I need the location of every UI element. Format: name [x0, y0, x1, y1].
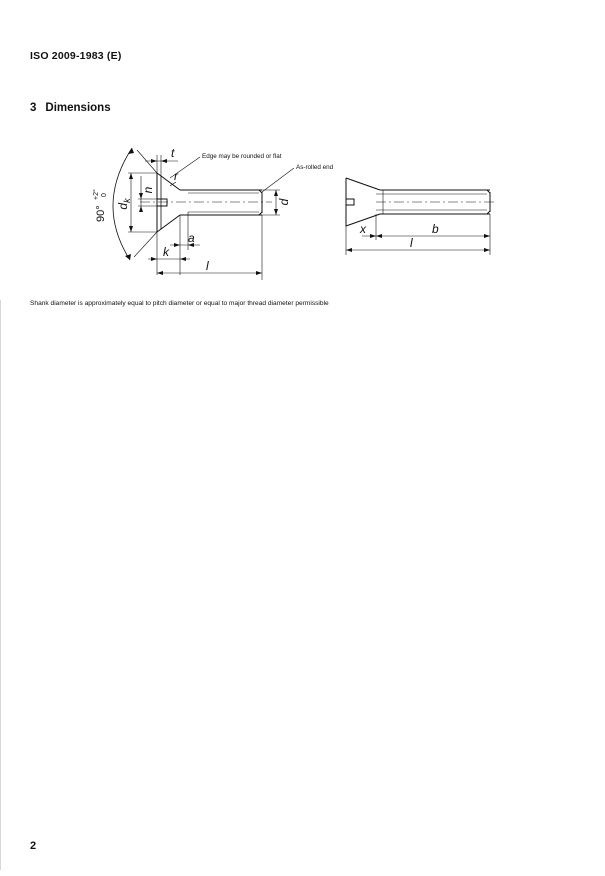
- angle-tol-lower: 0: [101, 193, 108, 197]
- section-number: 3: [30, 102, 37, 114]
- page-edge: [0, 300, 1, 870]
- end-leader: [262, 168, 294, 192]
- head-taper-top-right: [346, 178, 380, 190]
- end-note: As-rolled end: [296, 164, 334, 171]
- angle-tol-upper: +2°: [93, 189, 100, 200]
- standard-header: ISO 2009-1983 (E): [30, 50, 122, 62]
- screw-right: [346, 178, 496, 255]
- label-dk: [116, 198, 132, 210]
- label-r: r: [174, 169, 178, 183]
- angle-ext-bottom: [134, 232, 157, 257]
- label-b: b: [432, 222, 439, 236]
- label-n: n: [141, 186, 155, 194]
- footnote: Shank diameter is approximately equal to pitch diameter or equal to major thread diameter permissible: [30, 300, 329, 307]
- label-k: k: [163, 245, 169, 259]
- label-l-left: l: [206, 259, 209, 273]
- screw-left: [113, 148, 294, 280]
- label-dk-main: d: [116, 202, 130, 210]
- slot-right: [346, 199, 354, 205]
- screw-dimension-drawing: [0, 0, 605, 300]
- label-t: t: [171, 146, 175, 160]
- page-number: 2: [30, 840, 37, 852]
- label-a: a: [188, 231, 195, 245]
- angle-value: 90°: [95, 205, 107, 222]
- edge-note: Edge may be rounded or flat: [202, 153, 282, 160]
- label-dk-sub: k: [122, 198, 132, 203]
- label-l-right: l: [410, 236, 413, 250]
- label-x: x: [360, 222, 366, 236]
- angle-label: [92, 189, 108, 222]
- head-taper-bottom: [157, 215, 180, 232]
- slot: [157, 199, 167, 206]
- label-d: d: [277, 198, 291, 206]
- section-title: Dimensions: [45, 102, 111, 114]
